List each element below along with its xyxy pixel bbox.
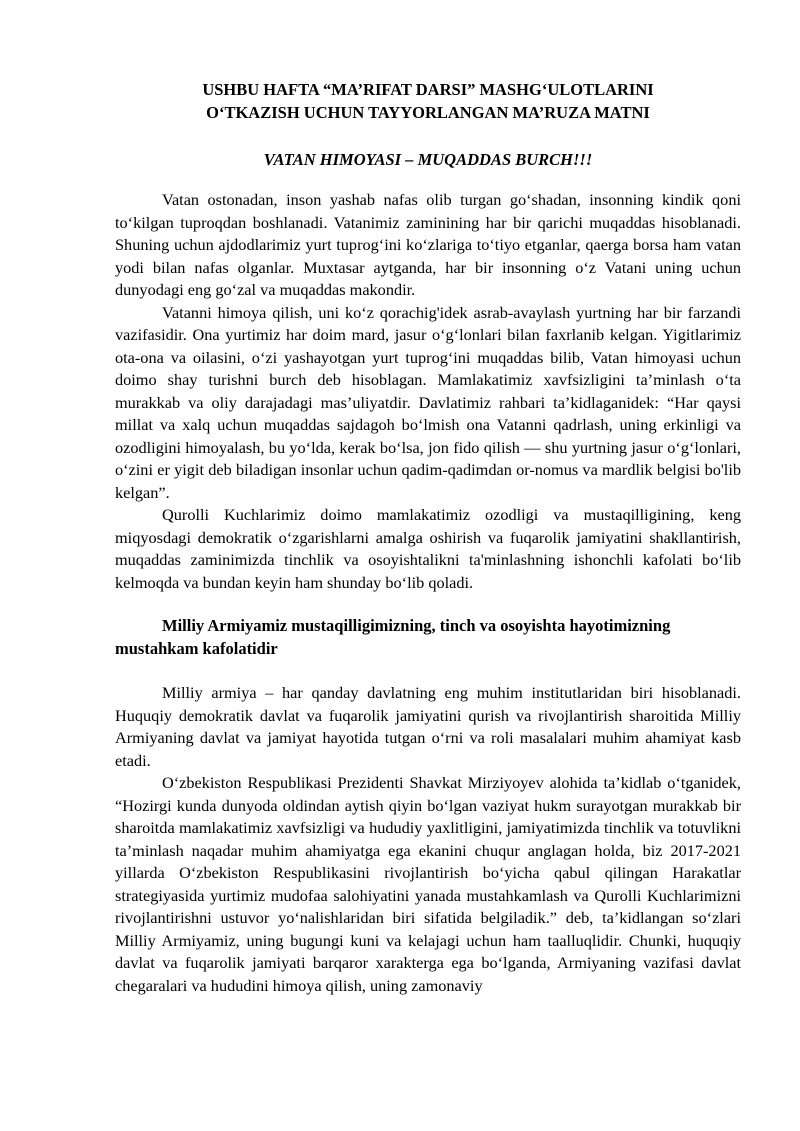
section-heading: Milliy Armiyamiz mustaqilligimizning, tinch va osoyishta hayotimizning mustahkam kafolatidir	[115, 616, 671, 658]
document-page	[115, 78, 741, 997]
paragraph: Qurolli Kuchlarimiz doimo mamlakatimiz ozodligi va mustaqilligining, keng miqyosdagi demokratik o‘zgarishlarni amalga oshirish va fuqarolik jamiyatini shakllantirish, muqaddas zaminimizda tinchlik va osoyishtalikni ta'minlashning ishonchli kafolati bo‘lib kelmoqda va bundan keyin ham shunday bo‘lib qoladi.	[115, 505, 741, 592]
title-line-1: USHBU HAFTA “MA’RIFAT DARSI” MASHG‘ULOTLARINI	[202, 80, 654, 99]
paragraph: Milliy armiya – har qanday davlatning eng muhim institutlaridan biri hisoblanadi. Huquqiy demokratik davlat va fuqarolik jamiyatini qurish va rivojlantirish sharoitida Milliy Armiyaning davlat va jamiyat hayotida tutgan o‘rni va roli masalalari muhim ahamiyat kasb etadi.	[115, 683, 741, 770]
title-line-2: O‘TKAZISH UCHUN TAYYORLANGAN MA’RUZA MATNI	[206, 103, 650, 122]
paragraph: O‘zbekiston Respublikasi Prezidenti Shavkat Mirziyoyev alohida ta’kidlab o‘tganidek, “Hozirgi kunda dunyoda oldindan aytish qiyin bo‘lgan vaziyat hukm surayotgan murakkab bir sharoitda mamlakatimiz xavfsizligi va hududiy yaxlitligini, jamiyatimizda tinchlik va totuvlikni ta’minlash naqadar muhim ahamiyatga ega ekanini chuqur anglagan holda, biz 2017-2021 yillarda O‘zbekiston Respublikasini rivojlantirish bo‘yicha qabul qilingan Harakatlar strategiyasida yurtimiz mudofaa salohiyatini yanada mustahkamlash va Qurolli Kuchlarimizni rivojlantirishni ustuvor yo‘nalishlaridan biri sifatida belgiladik.” deb, ta’kidlangan so‘zlari Milliy Armiyamiz, uning bugungi kuni va kelajagi uchun ham taalluqlidir. Chunki, huquqiy davlat va fuqarolik jamiyati barqaror xarakterga ega bo‘lganda, Armiyaning vazifasi davlat chegaralari va hududini himoya qilish, uning zamonaviy	[115, 773, 741, 995]
paragraph: Vatan ostonadan, inson yashab nafas olib turgan go‘shadan, insonning kindik qoni to‘kilgan tuproqdan boshlanadi. Vatanimiz zaminining har bir qarichi muqaddas hisoblanadi. Shuning uchun ajdodlarimiz yurt tuprog‘ini ko‘zlariga to‘tiyo etganlar, qaerga borsa ham vatan yodi bilan nafas olganlar. Muxtasar aytganda, har bir insonning o‘z Vatani uning uchun dunyodagi eng go‘zal va muqaddas makondir.	[115, 190, 741, 299]
document-title	[115, 78, 741, 124]
document-subtitle: VATAN HIMOYASI – MUQADDAS BURCH!!!	[263, 150, 593, 169]
paragraph: Vatanni himoya qilish, uni ko‘z qorachig'idek asrab-avaylash yurtning har bir farzandi vazifasidir. Ona yurtimiz har doim mard, jasur o‘g‘lonlari bilan faxrlanib kelgan. Yigitlarimiz ota-ona va oilasini, o‘zi yashayotgan yurt tuprog‘ini muqaddas bilib, Vatan himoyasi uchun doimo shay turishni burch deb hisoblagan. Mamlakatimiz xavfsizligini ta’minlash o‘ta murakkab va oliy darajadagi mas’uliyatdir. Davlatimiz rahbari ta’kidlaganidek: “Har qaysi millat va xalq uchun muqaddas sajdagoh bo‘lmish ona Vatanni qadrlash, uning erkinligi va ozodligini himoyalash, bu yo‘lda, kerak bo‘lsa, jon fido qilish — shu yurtning jasur o‘g‘lonlari, o‘zini er yigit deb biladigan insonlar uchun qadim-qadimdan or-nomus va mardlik belgisi bo'lib kelgan”.	[115, 302, 741, 502]
